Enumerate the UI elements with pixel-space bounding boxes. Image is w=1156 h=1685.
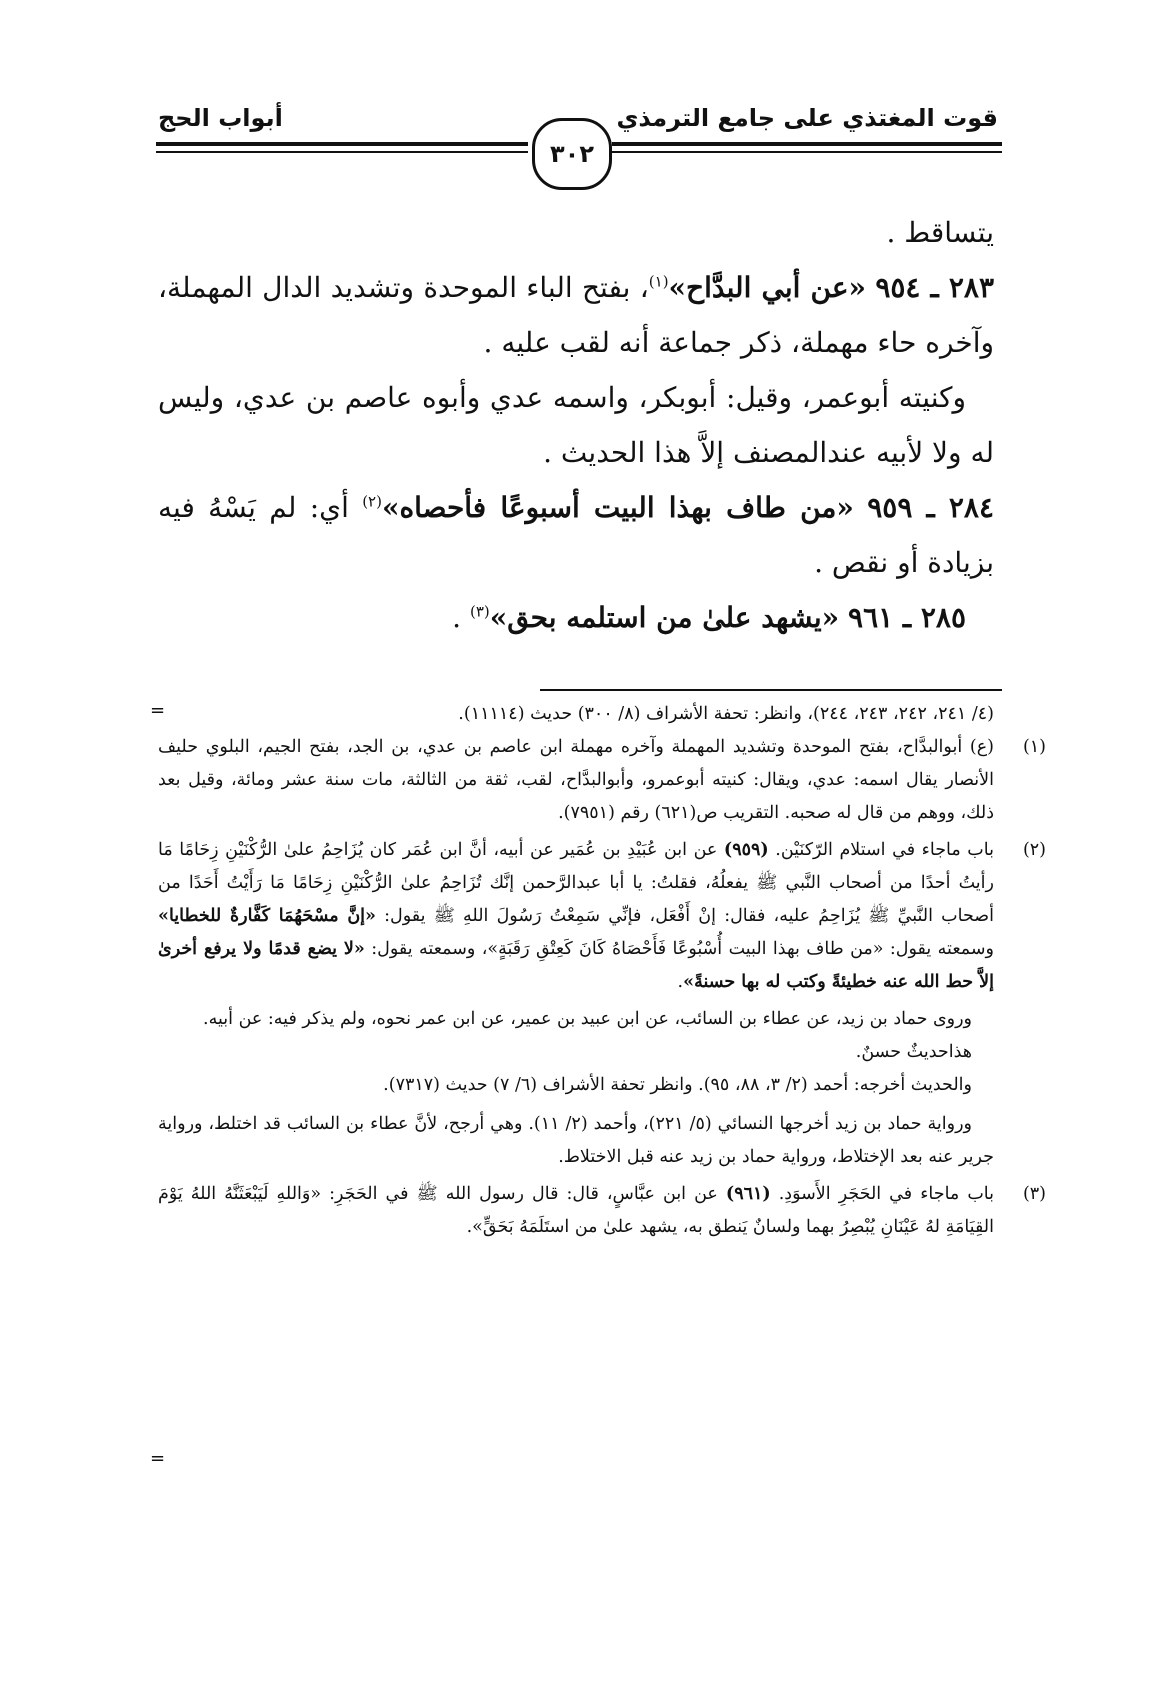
entry-285-quote: «يشهد علىٰ من استلمه بحق» bbox=[489, 601, 840, 634]
header-rule-right-bottom bbox=[612, 151, 1002, 153]
continuation-mark-bottom: = bbox=[150, 1448, 166, 1469]
footnote-ref-2: (٢) bbox=[362, 492, 382, 511]
footnote-1-text: (ع) أبوالبدَّاح، بفتح الموحدة وتشديد المهملة وآخره مهملة ابن عاصم بن عدي، بن الجد، بفتح الجيم، البلوي حليف الأنصار يقال اسمه: عدي، ويقال: كنيته أبوعمرو، وأبوالبدَّاح، لقب، ثقة من الثالثة، مات سنة عشر ومائة، وقيل بعد ذلك، ووهم من قال له صحبه. التقريب ص(٦٢١) رقم (٧٩٥١). bbox=[158, 737, 994, 823]
paragraph-kunya: وكنيته أبوعمر، وقيل: أبوبكر، واسمه عدي وأبوه عاصم بن عدي، وليس له ولا لأبيه عندالمصنف إلاَّ هذا الحديث . bbox=[158, 381, 994, 469]
footnote-2-hadith-number: (٩٥٩) bbox=[723, 840, 769, 860]
footnote-2-number: (٢) bbox=[1022, 840, 1046, 860]
footnote-2-para-4: والحديث أخرجه: أحمد (٢/ ٣، ٨٨، ٩٥). وانظر تحفة الأشراف (٦/ ٧) حديث (٧٣١٧). bbox=[383, 1075, 972, 1095]
continuation-mark-top: = bbox=[150, 700, 166, 721]
entry-285-number: ٢٨٥ ـ ٩٦١ bbox=[848, 601, 966, 634]
book-title: قوت المغتذي على جامع الترمذي bbox=[616, 104, 998, 132]
footnote-ref-3: (٣) bbox=[469, 602, 490, 621]
footnotes bbox=[158, 698, 1046, 1244]
footnote-2-para-3: هذاحديثٌ حسنٌ. bbox=[855, 1042, 972, 1062]
footnote-1-number: (١) bbox=[1022, 737, 1046, 757]
footnote-3-narration: عن ابن عبَّاسٍ، قال: قال رسول الله ﷺ في الحَجَرِ: «وَاللهِ لَيَبْعَثَنَّهُ اللهُ يَوْمَ القِيَامَةِ لهُ عَيْنَانِ يُبْصِرُ بهما ولسانٌ يَنطق به، يشهد علىٰ من استَلَمَهُ بَحَقٍّ». bbox=[158, 1184, 994, 1237]
entry-283 bbox=[158, 260, 994, 370]
entry-285-end: . bbox=[452, 601, 470, 634]
footnote-2-narration-2: وسمعته يقول: «من طاف بهذا البيت أُسْبُوعًا فَأَحْصَاهُ كَانَ كَعِتْقِ رَقَبَةٍ»، وسمعته يقول: bbox=[364, 939, 995, 959]
entry-283-quote: «عن أبي البدَّاح» bbox=[668, 271, 867, 304]
header-rule-left-top bbox=[156, 142, 528, 146]
footnote-2-para-2: وروى حماد بن زيد، عن عطاء بن السائب، عن ابن عبيد بن عمير، عن ابن عمر نحوه، ولم يذكر فيه: عن أبيه. bbox=[203, 1009, 972, 1029]
chapter-title: أبواب الحج bbox=[158, 104, 283, 132]
entry-283-text: ، بفتح الباء الموحدة وتشديد الدال المهملة، وآخره حاء مهملة، ذكر جماعة أنه لقب عليه . bbox=[158, 271, 994, 359]
entry-284 bbox=[158, 480, 994, 590]
footnote-2-chapter: باب ماجاء في استلام الرّكنَيْن. bbox=[768, 840, 994, 860]
footnote-1 bbox=[158, 731, 1046, 830]
header-rule-left-bottom bbox=[156, 151, 528, 153]
footnote-2-quote-2: «لا يضع قدمًا ولا يرفع أخرىٰ إلاَّ حط الله عنه خطيئةً وكتب له بها حسنةً» bbox=[158, 939, 994, 992]
entry-284-quote: «من طاف بهذا البيت أسبوعًا فأحصاه» bbox=[381, 491, 854, 524]
footnote-2-para-5: ورواية حماد بن زيد أخرجها النسائي (٥/ ٢٢١)، وأحمد (٢/ ١١). وهي أرجح، لأنَّ عطاء بن السائب قد اختلط، ورواية جرير عنه بعد الإختلاط، ورواية حماد بن زيد عنه قبل الاختلاط. bbox=[158, 1114, 994, 1167]
main-text bbox=[158, 205, 994, 645]
footnote-3-hadith-number: (٩٦١) bbox=[725, 1184, 771, 1204]
footnote-3-text bbox=[158, 1178, 994, 1244]
header-rule-right-top bbox=[612, 142, 1002, 146]
footnote-ref-1: (١) bbox=[648, 272, 669, 291]
entry-284-text: أي: لم يَسْهُ فيه بزيادة أو نقص . bbox=[158, 491, 994, 579]
footnote-2-end: . bbox=[677, 972, 684, 992]
footnote-3-number: (٣) bbox=[1022, 1184, 1046, 1204]
footnote-3 bbox=[158, 1178, 1046, 1244]
footnote-2-text bbox=[158, 834, 994, 999]
entry-283-number: ٢٨٣ ـ ٩٥٤ bbox=[875, 271, 995, 304]
footnote-2-quote-1: «إنَّ مسْحَهُمَا كَفَّارةٌ للخطايا» bbox=[158, 906, 376, 926]
footnote-separator bbox=[540, 689, 1002, 691]
footnote-2 bbox=[158, 834, 1046, 1174]
main-line-0: يتساقط . bbox=[886, 216, 994, 249]
footnote-2-narration: عن ابن عُبَيْدِ بن عُمَير عن أبيه، أنَّ ابن عُمَر كان يُزَاحِمُ علىٰ الرُّكْنَيْنِ زِحَامًا مَا رأيتُ أحدًا من أصحاب النَّبي ﷺ يفعلُهُ، فقلتُ: يا أبا عبدالرَّحمن إنَّك تُزَاحِمُ علىٰ الرُّكْنَيْنِ زِحَامًا مَا رَأَيْتُ أَحَدًا من أصحاب النَّبيِّ ﷺ يُزَاحِمُ عليه، فقال: إنْ أَفْعَل، فإنِّي سَمِعْتُ رَسُولَ اللهِ ﷺ يقول: bbox=[158, 840, 994, 926]
entry-285 bbox=[158, 590, 994, 645]
footnote-continuation: (٤/ ٢٤١، ٢٤٢، ٢٤٣، ٢٤٤)، وانظر: تحفة الأشراف (٨/ ٣٠٠) حديث (١١١١٤). bbox=[458, 704, 994, 724]
footnote-3-chapter: باب ماجاء في الحَجَرِ الأَسوَدِ. bbox=[770, 1184, 995, 1204]
entry-284-number: ٢٨٤ ـ ٩٥٩ bbox=[867, 491, 995, 524]
page-number: ٣٠٢ bbox=[532, 118, 612, 190]
